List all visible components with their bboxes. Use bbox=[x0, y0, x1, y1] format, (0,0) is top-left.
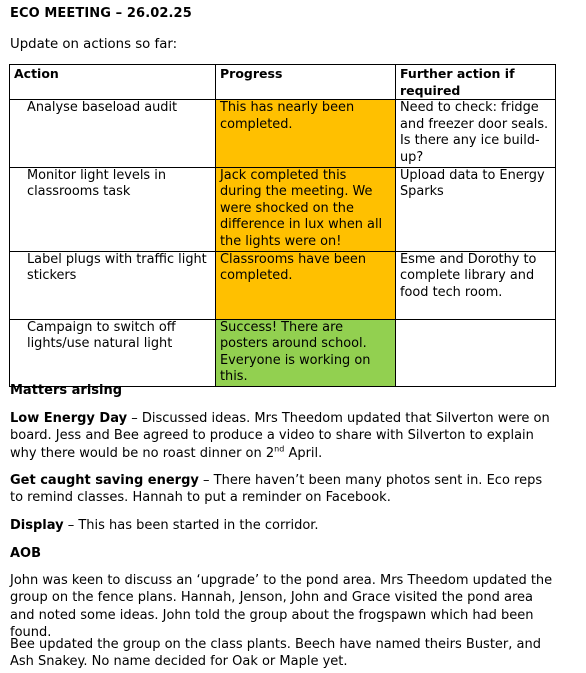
matters-arising-heading: Matters arising bbox=[10, 383, 123, 398]
action-cell: Monitor light levels in classrooms task bbox=[10, 167, 216, 251]
display-paragraph bbox=[10, 517, 556, 534]
table-row bbox=[10, 251, 556, 319]
further-action-cell bbox=[396, 319, 556, 386]
action-cell: Campaign to switch off lights/use natural light bbox=[10, 319, 216, 386]
progress-cell: Success! There are posters around school. Everyone is working on this. bbox=[216, 319, 396, 386]
header-action: Action bbox=[10, 65, 216, 100]
table-row bbox=[10, 100, 556, 167]
ordinal-suffix: nd bbox=[274, 444, 285, 454]
low-energy-day-label: Low Energy Day bbox=[10, 411, 128, 426]
low-energy-day-text-end: April. bbox=[284, 445, 323, 461]
header-further-action: Further action if required bbox=[396, 65, 556, 100]
intro-text: Update on actions so far: bbox=[10, 37, 178, 52]
progress-cell: Jack completed this during the meeting. We were shocked on the difference in lux when all the lights were on! bbox=[216, 167, 396, 251]
actions-table bbox=[9, 64, 556, 387]
progress-cell: This has nearly been completed. bbox=[216, 100, 396, 167]
display-label: Display bbox=[10, 518, 64, 533]
table-header-row bbox=[10, 65, 556, 100]
further-action-cell: Need to check: fridge and freezer door seals. Is there any ice build-up? bbox=[396, 100, 556, 167]
aob-heading: AOB bbox=[10, 546, 42, 561]
low-energy-day-paragraph bbox=[10, 410, 556, 462]
progress-cell: Classrooms have been completed. bbox=[216, 251, 396, 319]
table-row bbox=[10, 167, 556, 251]
aob-paragraph-plants: Bee updated the group on the class plants. Beech have named theirs Buster, and Ash Snakey. No name decided for Oak or Maple yet. bbox=[10, 637, 541, 670]
header-progress: Progress bbox=[216, 65, 396, 100]
action-cell: Label plugs with traffic light stickers bbox=[10, 251, 216, 319]
table-row bbox=[10, 319, 556, 386]
further-action-cell: Upload data to Energy Sparks bbox=[396, 167, 556, 251]
action-cell: Analyse baseload audit bbox=[10, 100, 216, 167]
caught-saving-paragraph bbox=[10, 472, 556, 507]
caught-saving-text: – There haven’t been many photos sent in. Eco reps to remind classes. Hannah to put a reminder on Facebook. bbox=[10, 473, 543, 506]
further-action-cell: Esme and Dorothy to complete library and food tech room. bbox=[396, 251, 556, 319]
display-text: – This has been started in the corridor. bbox=[63, 518, 319, 533]
document-title: ECO MEETING – 26.02.25 bbox=[10, 6, 192, 21]
aob-paragraph-pond: John was keen to discuss an ‘upgrade’ to the pond area. Mrs Theedom updated the group on the fence plans. Hannah, Jenson, John and Grace visited the pond area and noted some ideas. John told the group about the frogspawn which had been found. bbox=[10, 573, 553, 641]
caught-saving-label: Get caught saving energy bbox=[10, 473, 199, 488]
low-energy-day-text: – Discussed ideas. Mrs Theedom updated that Silverton were on board. Jess and Bee agreed to produce a video to share with Silverton to explain why there would be no roast dinner on 2 bbox=[10, 411, 550, 461]
